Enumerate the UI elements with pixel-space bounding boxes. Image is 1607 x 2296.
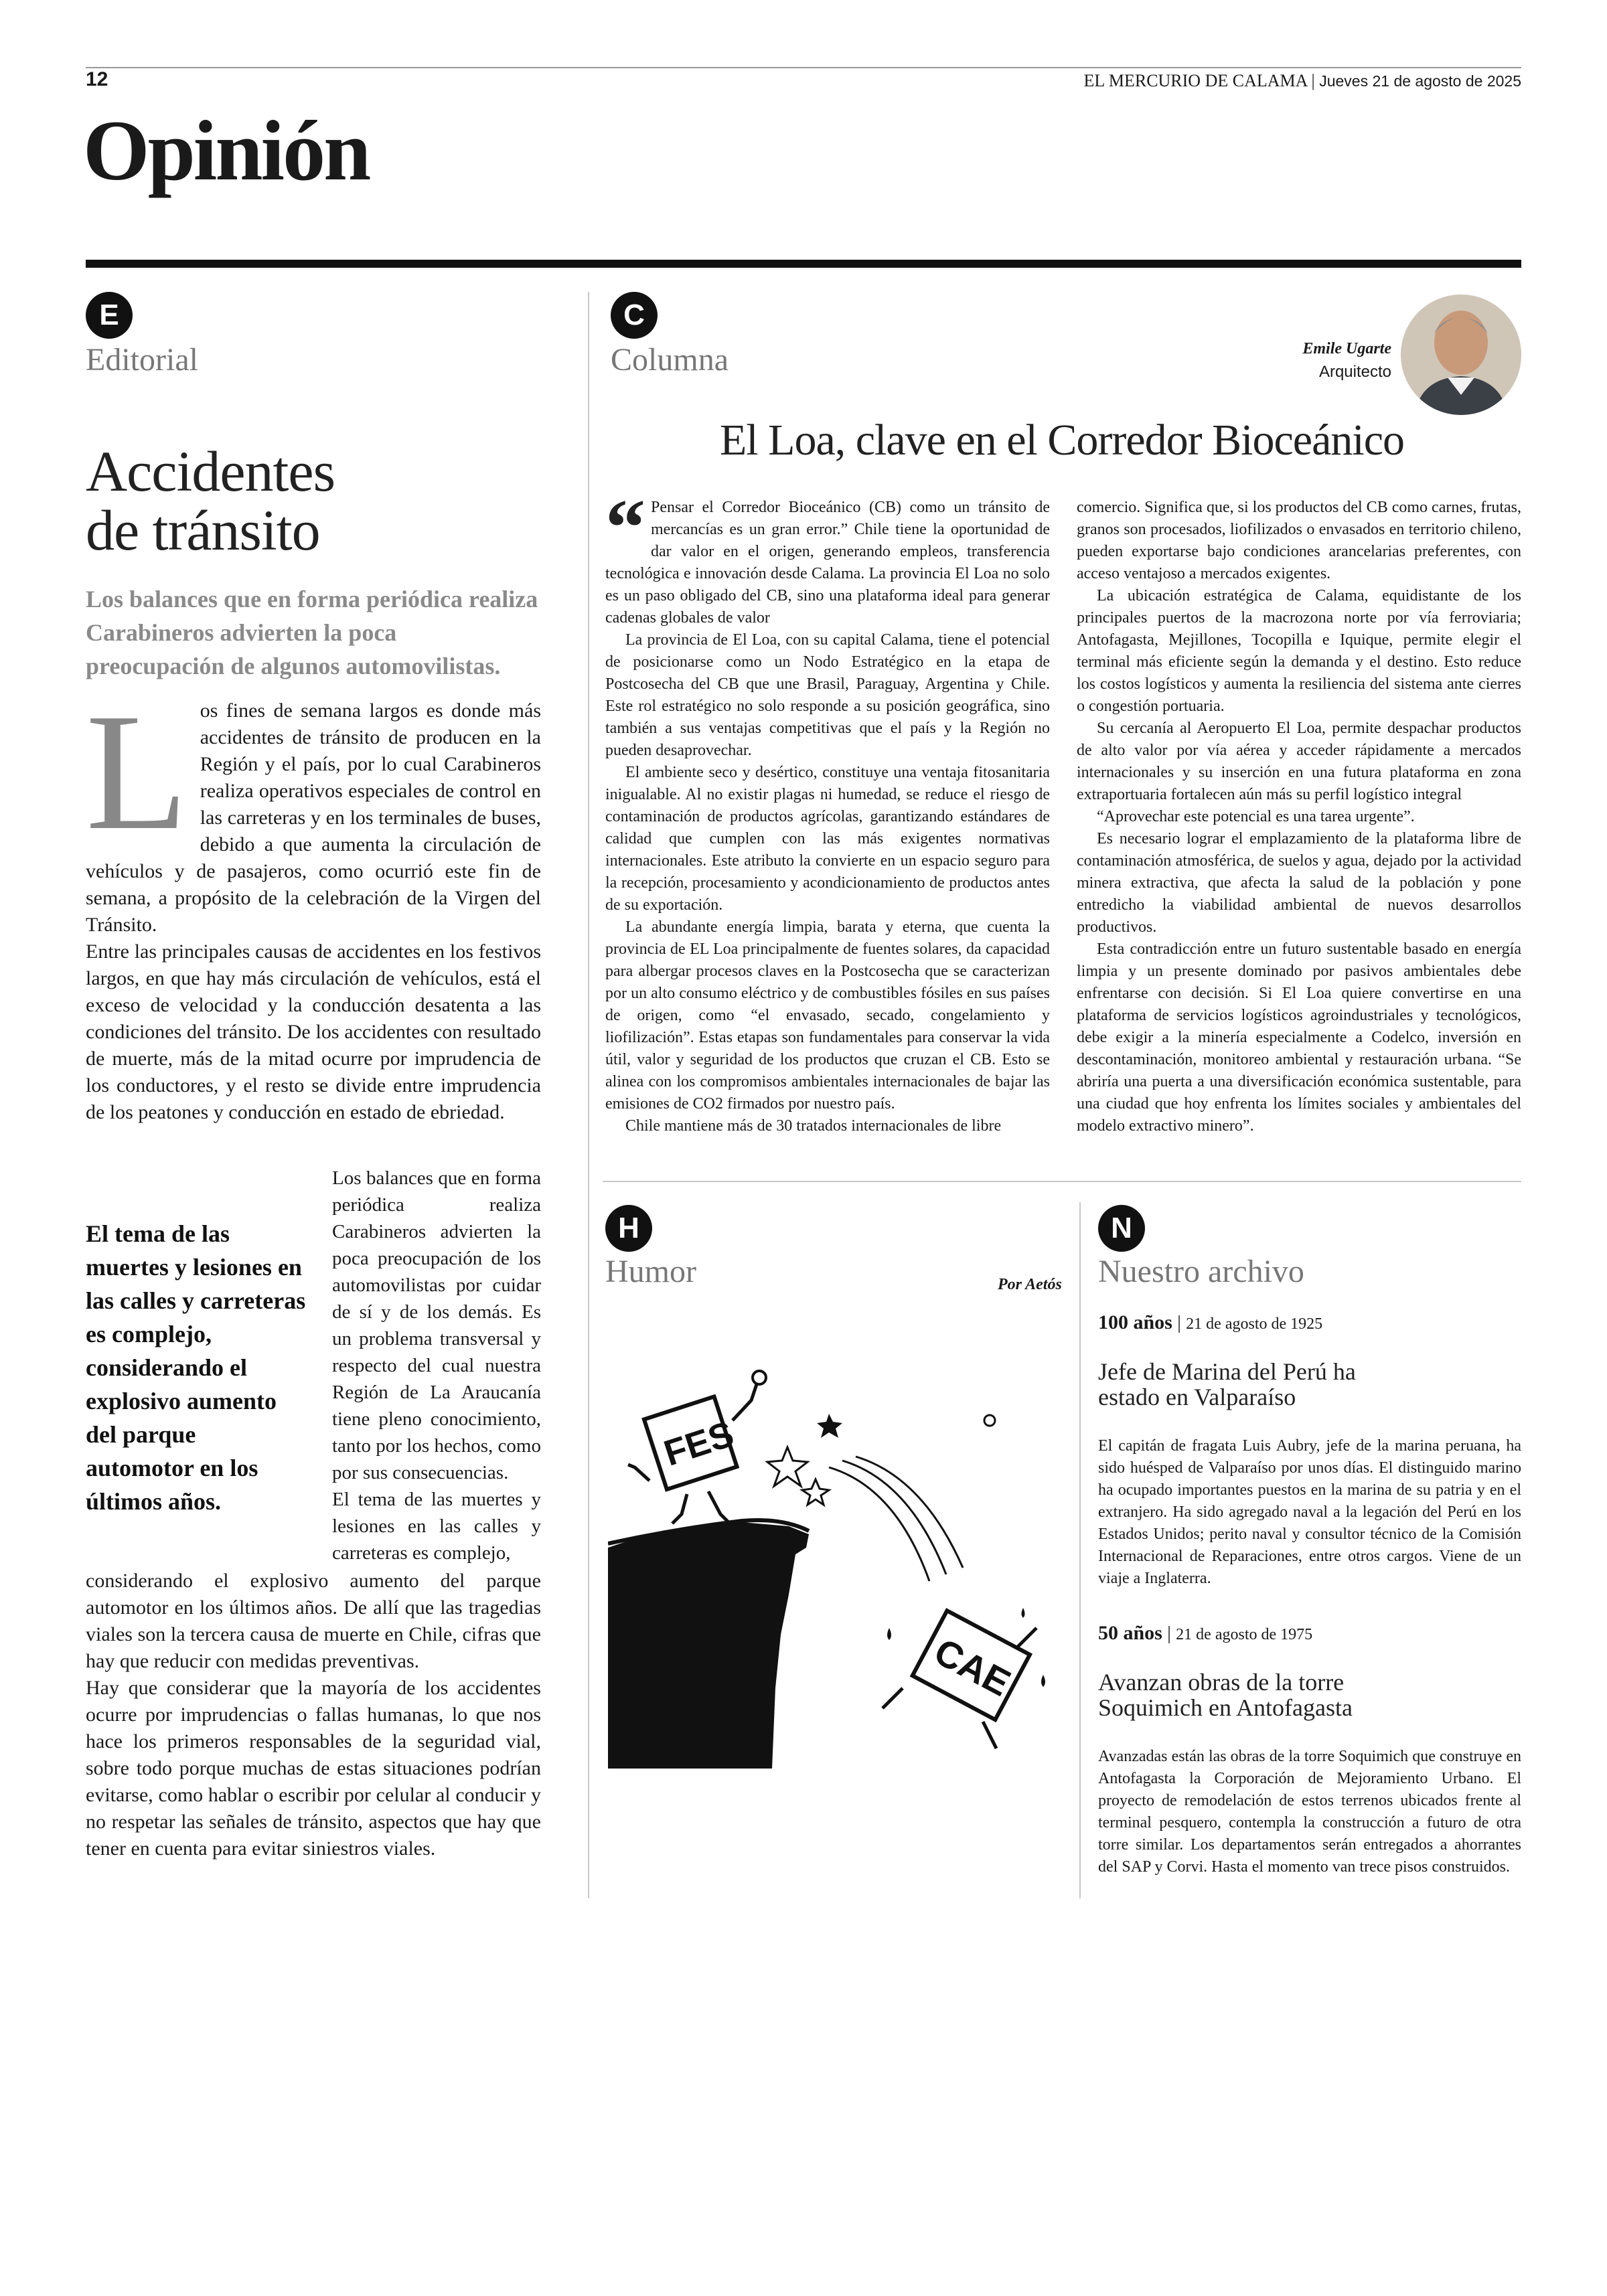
editorial-headline-line2: de tránsito (86, 498, 320, 562)
masthead-line (1084, 71, 1521, 91)
archive-date: 21 de agosto de 1975 (1176, 1626, 1313, 1643)
archive-label: Nuestro archivo (1098, 1254, 1304, 1289)
archive-separator: | (1167, 1623, 1176, 1644)
column-paragraph: “Aprovechar este potencial es una tarea urgente”. (1097, 808, 1415, 825)
archive-dateline (1098, 1309, 1521, 1337)
column-paragraph: Esta contradicción entre un futuro sustentable basado en energía limpia y un presente dominado por pasivos ambientales debe enfrentarse con decisión. Si El Loa quiere convertirse en una plataforma de servicios logísticos agroindustriales y tecnológicos, debe exigir a la minería especialmente a Codelco, inversión en descontaminación, monitoreo ambiental y restauración urbana. “Se abriría una puerta a una diversificación económica sustentable, para una ciudad que hoy enfrenta los límites sociales y ambientales del modelo extractivo minero”. (1077, 940, 1521, 1135)
archive-years: 100 años (1098, 1311, 1172, 1333)
column-paragraph: La provincia de El Loa, con su capital Calama, tiene el potencial de posicionarse como un Nodo Estratégico en la etapa de Postcosecha del CB que une Brasil, Paraguay, Argentina y Chile. Este rol estratégico no solo responde a su posición geográfica, sino también a sus ventajas competitivas que el país y la Región no pueden desaprovechar. (605, 631, 1050, 759)
humor-badge: H (605, 1205, 652, 1252)
column-quote-mark: “ (605, 483, 645, 572)
archive-dateline (1098, 1620, 1521, 1648)
editorial-paragraph: os fines de semana largos es donde más accidentes de tránsito de producen en la Región y el país, por lo cual Carabineros realiza operativos especiales de control en las carreteras y en los terminales de buses, debido a que aumenta la circulación de vehículos y de pasajeros, como ocurrió este fin de semana, a propósito de la celebración de la Virgen del Tránsito. (86, 700, 541, 936)
author-avatar (1401, 295, 1521, 415)
cartoon-illustration (608, 1313, 1070, 1769)
editorial-headline-line1: Accidentes (86, 439, 335, 503)
author-name: Emile Ugarte (1302, 340, 1391, 357)
editorial-pullquote: El tema de las muertes y lesiones en las calles y carreteras es complejo, considerando el explosivo aumento del parque automotor en los últimos años. (86, 1220, 306, 1515)
humor-byline: Por Aetós (998, 1276, 1062, 1293)
archive-divider (1079, 1202, 1081, 1898)
editorial-body-bottom (86, 1568, 541, 1862)
editorial-label: Editorial (86, 342, 198, 378)
editorial-lead: Los balances que en forma periódica realiza Carabineros advierten la poca preocupación de algunos automovilistas. (86, 586, 538, 679)
archive-title: Jefe de Marina del Perú ha estado en Valparaíso (1098, 1358, 1356, 1410)
humor-cartoon (608, 1313, 1070, 1769)
column-paragraph: La abundante energía limpia, barata y eterna, que cuenta la provincia de EL Loa principalmente de fuentes solares, da capacidad para albergar procesos claves en la Postcosecha que se caracterizan por un alto consumo eléctrico y de combustibles fósiles en sus países de origen, como “el envasado, secado, congelamiento y liofilización”. Estas etapas son fundamentales para conservar la vida útil, valor y seguridad de los productos que cruzan el CB. Esto se alinea con los compromisos ambientales internacionales de bajar las emisiones de CO2 firmados por nuestro país. (605, 918, 1050, 1113)
section-rule (86, 260, 1521, 268)
section-title: Opinión (83, 103, 370, 198)
editorial-paragraph: Los balances que en forma periódica realiza Carabineros advierten la poca preocupación de los automovilistas por cuidar de sí y de los demás. Es un problema transversal y respecto del cual nuestra Región de La Araucanía tiene pleno conocimiento, tanto por los hechos, como por sus consecuencias. (332, 1167, 541, 1483)
editorial-paragraph: Hay que considerar que la mayoría de los accidentes ocurre por imprudencias o fallas humanas, lo que nos hace los primeros responsables de la seguridad vial, sobre todo porque muchas de estas situaciones podrían evitarse, como hablar o escribir por celular al conducir y no respetar las señales de tránsito, aspectos que hay que tener en cuenta para evitar siniestros viales. (86, 1677, 541, 1860)
column-paragraph: comercio. Significa que, si los productos del CB como carnes, frutas, granos son procesados, liofilizados o envasados en territorio chileno, pueden exportarse bajo condiciones arancelarias preferentes, con acceso ventajoso a mercados exigentes. (1077, 499, 1521, 582)
author-role: Arquitecto (1318, 363, 1391, 381)
column-paragraph: Chile mantiene más de 30 tratados internacionales de libre (625, 1117, 1002, 1135)
masthead-separator: | (1311, 71, 1320, 90)
editorial-paragraph: considerando el explosivo aumento del parque automotor en los últimos años. De allí que las tragedias viales son la tercera causa de muerte en Chile, cifras que hay que reducir con medidas preventivas. (86, 1570, 541, 1672)
archive-years: 50 años (1098, 1622, 1162, 1644)
column-label: Columna (611, 342, 729, 378)
archive-separator: | (1177, 1312, 1187, 1333)
editorial-paragraph: Entre las principales causas de accidentes en los festivos largos, en que hay más circulación de vehículos, está el exceso de velocidad y la conducción desatenta a las condiciones del tránsito. De los accidentes con resultado de muerte, más de la mitad ocurre por imprudencia de los conductores, y el resto se divide entre imprudencia de los peatones y conducción en estado de ebriedad. (86, 940, 541, 1123)
column-bottom-rule (603, 1181, 1521, 1182)
page-number: 12 (86, 68, 108, 90)
archive-date: 21 de agosto de 1925 (1186, 1315, 1323, 1333)
column-paragraph: El ambiente seco y desértico, constituye una ventaja fitosanitaria inigualable. Al no existir plagas ni humedad, se reduce el riesgo de contaminación de productos agrícolas, garantizando estándares de calidad que cumplen con las más exigentes normativas internacionales. Este atributo la convierte en un espacio seguro para la recepción, procesamiento y acondicionamiento de productos antes de su exportación. (605, 764, 1050, 914)
editorial-body-top (86, 679, 541, 1126)
column-headline: El Loa, clave en el Corredor Bioceánico (719, 416, 1405, 465)
archive-badge: N (1098, 1205, 1145, 1252)
humor-label: Humor (605, 1254, 696, 1289)
column-body-right (1077, 497, 1521, 1137)
cartoon-label-fes: FES (659, 1414, 739, 1474)
newspaper-name: EL MERCURIO DE CALAMA (1083, 71, 1307, 90)
editorial-badge: E (86, 292, 133, 339)
cartoon-label-cae: CAE (927, 1629, 1018, 1704)
column-divider (588, 292, 589, 1898)
column-body-left (605, 483, 1050, 1137)
column-badge: C (611, 292, 658, 339)
column-paragraph: Es necesario lograr el emplazamiento de la plataforma libre de contaminación atmosférica, de suelos y agua, dejado por la actividad minera extractiva, que afecta la salud de la población y pone entredicho la viabilidad ambiental de nuevos desarrollos productivos. (1077, 830, 1521, 936)
editorial-drop-cap: L (86, 679, 188, 865)
author-photo-icon (1401, 295, 1521, 415)
editorial-paragraph: El tema de las muertes y lesiones en las calles y carreteras es complejo, (332, 1489, 541, 1564)
issue-date: Jueves 21 de agosto de 2025 (1319, 72, 1521, 90)
column-paragraph: Su cercanía al Aeropuerto El Loa, permite despachar productos de alto valor por vía aérea y acceder rápidamente a mercados internacionales y su inserción en una futura plataforma en zona extraportuaria fortalecen aún más su perfil logístico integral (1077, 720, 1521, 803)
archive-title: Avanzan obras de la torre Soquimich en Antofagasta (1098, 1669, 1353, 1721)
archive-item (1098, 1309, 1521, 1590)
archive-item (1098, 1620, 1521, 1878)
editorial-headline (86, 439, 335, 562)
top-rule (86, 67, 1521, 68)
column-paragraph: La ubicación estratégica de Calama, equidistante de los principales puertos de la macrozona norte por vía ferroviaria; Antofagasta, Mejillones, Tocopilla e Iquique, permite elegir el terminal más eficiente según la demanda y el destino. Esto reduce los costos logísticos y aumenta la resiliencia del sistema ante cierres o congestión portuaria. (1077, 587, 1521, 715)
column-paragraph: Pensar el Corredor Bioceánico (CB) como un tránsito de mercancías es un gran error.” Chile tiene la oportunidad de dar valor en el origen, generando empleos, transferencia tecnológica e innovación desde Calama. La provincia El Loa no solo es un paso obligado del CB, sino una plataforma ideal para generar cadenas globales de valor (605, 499, 1050, 627)
archive-body: El capitán de fragata Luis Aubry, jefe de la marina peruana, ha sido huésped de Valparaíso por unos días. El distinguido marino ha ocupado importantes puestos en la marina de su patria y en el extranjero. Ha sido agregado naval a la legación del Perú en los Estados Unidos; perito naval y consultor técnico de la Comisión Internacional de Reparaciones, entre otros cargos. Viene de un viaje a Inglaterra. (1098, 1437, 1521, 1587)
archive-body: Avanzadas están las obras de la torre Soquimich que construye en Antofagasta la Corporación de Mejoramiento Urbano. El proyecto de remodelación de estos terrenos ubicados frente al terminal pesquero, contempla la construcción a futuro de otra torre similar. Los departamentos serán entregados a ahorrantes del SAP y Corvi. Hasta el momento van trece pisos construidos. (1098, 1748, 1521, 1876)
